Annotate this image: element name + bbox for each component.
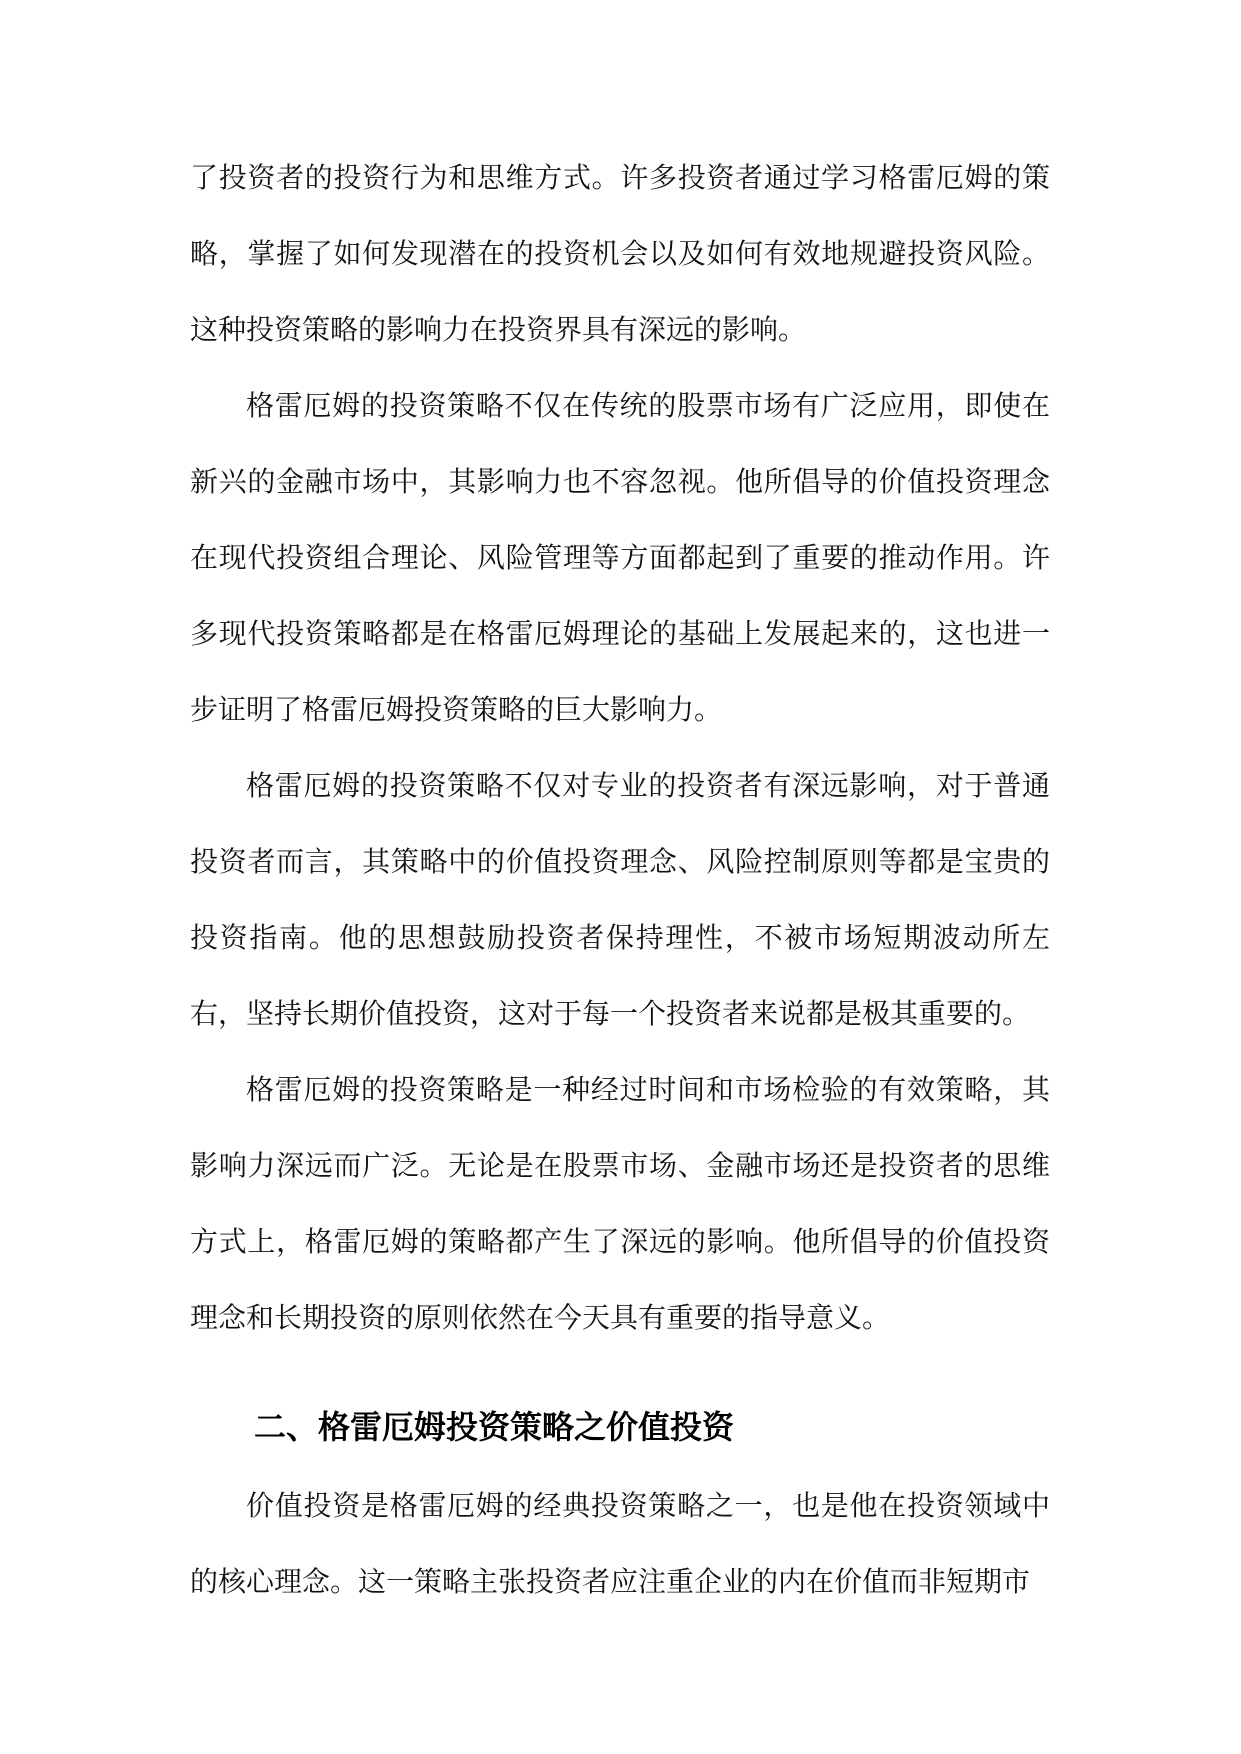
document-body: [190, 140, 1050, 1620]
paragraph-3: 格雷厄姆的投资策略不仅对专业的投资者有深远影响，对于普通投资者而言，其策略中的价值投资理念、风险控制原则等都是宝贵的投资指南。他的思想鼓励投资者保持理性，不被市场短期波动所左右，坚持长期价值投资，这对于每一个投资者来说都是极其重要的。: [190, 769, 1050, 1030]
paragraph-2: 格雷厄姆的投资策略不仅在传统的股票市场有广泛应用，即使在新兴的金融市场中，其影响力也不容忽视。他所倡导的价值投资理念在现代投资组合理论、风险管理等方面都起到了重要的推动作用。许多现代投资策略都是在格雷厄姆理论的基础上发展起来的，这也进一步证明了格雷厄姆投资策略的巨大影响力。: [190, 389, 1050, 726]
paragraph-4: 格雷厄姆的投资策略是一种经过时间和市场检验的有效策略，其影响力深远而广泛。无论是在股票市场、金融市场还是投资者的思维方式上，格雷厄姆的策略都产生了深远的影响。他所倡导的价值投资理念和长期投资的原则依然在今天具有重要的指导意义。: [190, 1073, 1050, 1334]
section-heading: 二、格雷厄姆投资策略之价值投资: [254, 1408, 735, 1446]
paragraph-5: 价值投资是格雷厄姆的经典投资策略之一，也是他在投资领域中的核心理念。这一策略主张投资者应注重企业的内在价值而非短期市: [190, 1489, 1050, 1598]
paragraph-1: 了投资者的投资行为和思维方式。许多投资者通过学习格雷厄姆的策略，掌握了如何发现潜在的投资机会以及如何有效地规避投资风险。这种投资策略的影响力在投资界具有深远的影响。: [190, 161, 1050, 346]
